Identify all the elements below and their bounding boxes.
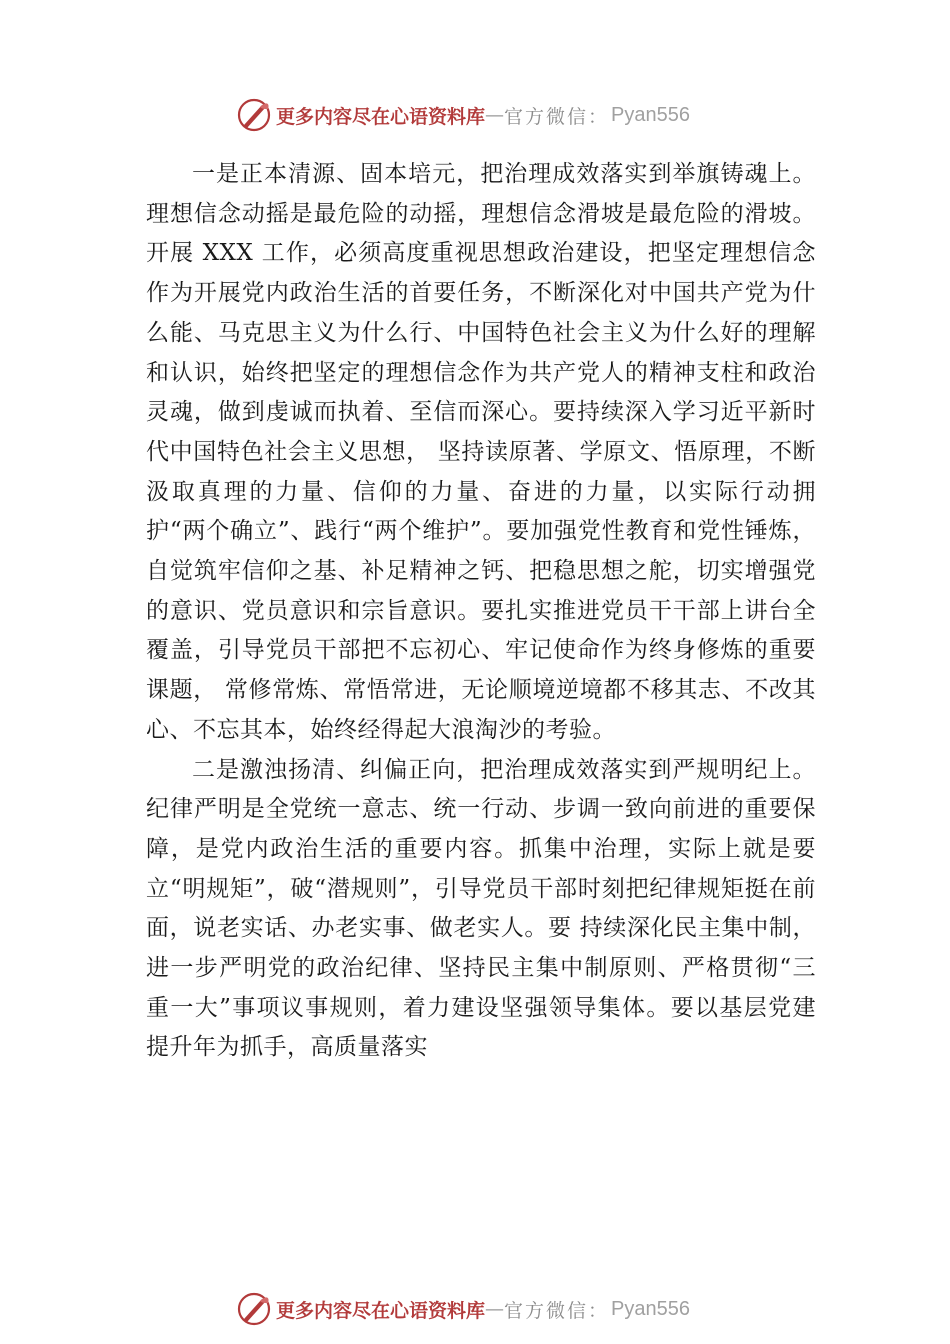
watermark-site-text: 更多内容尽在心语资料库 — [276, 1299, 486, 1322]
paragraph-2: 二是激浊扬清、纠偏正向，把治理成效落实到严规明纪上。纪律严明是全党统一意志、统一行动、步调一致向前进的重要保障，是党内政治生活的重要内容。抓集中治理，实际上就是要立“明规矩”，破“潜规则”，引导党员干部时刻把纪律规矩挺在前面，说老实话、办老实事、做老实人。要 持续深化民主集中制，进一步严明党的政治纪律、坚持民主集中制原则、严格贯彻“三重一大”事项议事规则，着力建设坚强领导集体。要以基层党建提升年为抓手，高质量落实 — [146, 756, 816, 1061]
watermark-account: Pyan556 — [611, 103, 690, 126]
quill-logo-icon — [236, 97, 272, 133]
document-body — [146, 155, 816, 1068]
watermark-dash: — — [485, 104, 505, 126]
header-watermark — [236, 95, 756, 135]
watermark-dash: — — [485, 1298, 505, 1320]
paragraph-1: 一是正本清源、固本培元，把治理成效落实到举旗铸魂上。理想信念动摇是最危险的动摇，理想信念滑坡是最危险的滑坡。开展 XXX 工作，必须高度重视思想政治建设，把坚定理想信念作为开展党内政治生活的首要任务，不断深化对中国共产党为什么能、马克思主义为什么行、中国特色社会主义为什么好的理解和认识，始终把坚定的理想信念作为共产党人的精神支柱和政治灵魂，做到虔诚而执着、至信而深心。要持续深入学习近平新时代中国特色社会主义思想， 坚持读原著、学原文、悟原理，不断汲取真理的力量、信仰的力量、奋进的力量，以实际行动拥护“两个确立”、践行“两个维护”。要加强党性教育和党性锤炼，自觉筑牢信仰之基、补足精神之钙、把稳思想之舵，切实增强党的意识、党员意识和宗旨意识。要扎实推进党员干干部上讲台全覆盖，引导党员干部把不忘初心、牢记使命作为终身修炼的重要课题， 常修常炼、常悟常进，无论顺境逆境都不移其志、不改其心、不忘其本，始终经得起大浪淘沙的考验。 — [146, 161, 816, 743]
quill-logo-icon — [236, 1291, 272, 1327]
watermark-label: 官方微信： — [504, 1299, 610, 1322]
watermark-label: 官方微信： — [504, 105, 610, 128]
footer-watermark — [236, 1289, 756, 1329]
watermark-site-text: 更多内容尽在心语资料库 — [276, 105, 486, 128]
watermark-account: Pyan556 — [611, 1297, 690, 1320]
